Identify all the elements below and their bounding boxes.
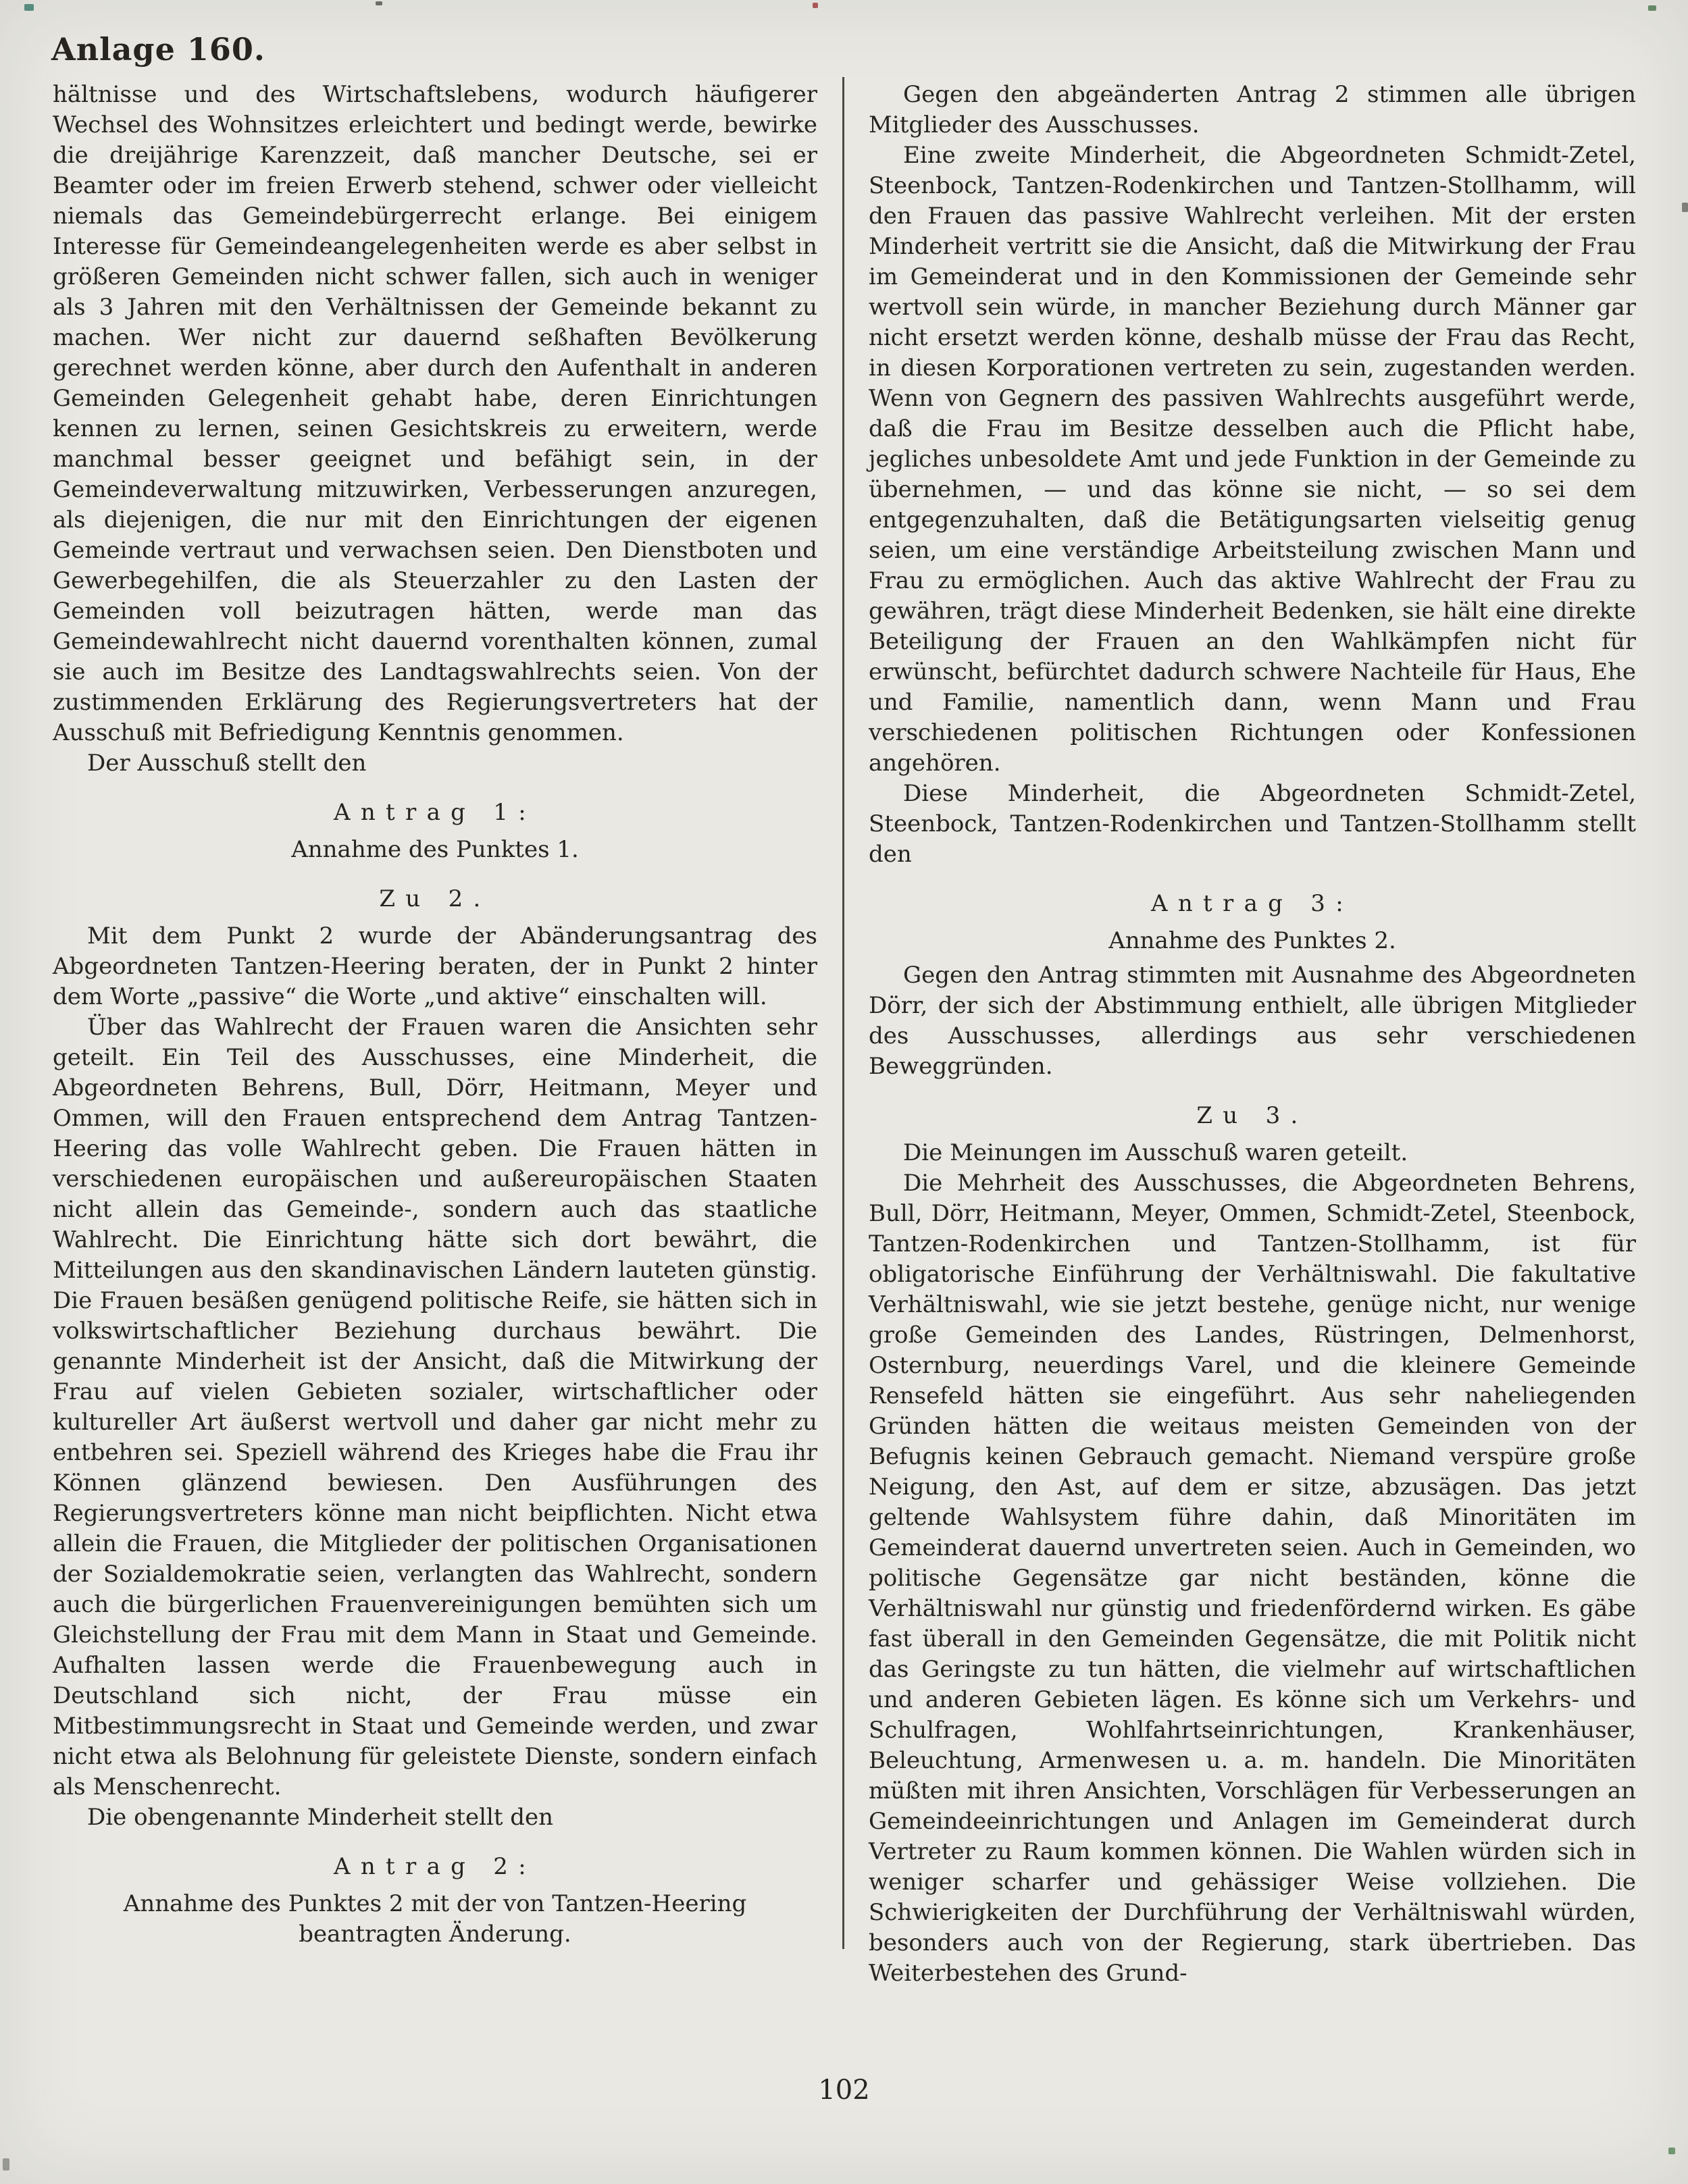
section-heading: Antrag 3: — [1151, 890, 1354, 917]
paragraph: Die obengenannte Minderheit stellt den — [87, 1804, 554, 1831]
paragraph: Eine zweite Minderheit, die Abgeordneten Schmidt-Zetel, Steenbock, Tantzen-Rodenkirchen und Tantzen-Stollhamm, will den Frauen das passive Wahlrecht verleihen. Mit der ersten Minderheit vertritt sie die Ansicht, daß die Mitwirkung der Frau im Gemeinderat und in den Kommissionen der Gemeinde sehr wertvoll sein würde, in mancher Beziehung durch Männer gar nicht ersetzt werden könne, deshalb müsse der Frau das Recht, in diesen Korporationen vertreten zu sein, zugestanden werden. Wenn von Gegnern des passiven Wahlrechts ausgeführt werde, daß die Frau im Besitze desselben auch die Pflicht habe, jegliches unbesoldete Amt und jede Funktion in der Gemeinde zu übernehmen, — und das könne sie nicht, — so sei dem entgegenzuhalten, daß die Betätigungsarten vielseitig genug seien, um eine verständige Arbeitsteilung zwischen Mann und Frau zu ermöglichen. Auch das aktive Wahlrecht der Frau zu gewähren, trägt diese Minderheit Bedenken, sie hält eine direkte Beteiligung der Frauen an den Wahlkämpfen nicht für erwünscht, befürchtet dadurch schwere Nachteile für Haus, Ehe und Familie, namentlich dann, wenn Mann und Frau verschiedenen politischen Richtungen oder Konfessionen angehören. — [869, 142, 1636, 777]
paragraph: Die Meinungen im Ausschuß waren geteilt. — [903, 1139, 1408, 1166]
paragraph: Gegen den Antrag stimmten mit Ausnahme des Abgeordneten Dörr, der sich der Abstimmung enthielt, alle übrigen Mitglieder des Ausschusses, allerdings aus sehr verschiedenen Beweggründen. — [869, 962, 1636, 1080]
scan-artifact — [24, 4, 34, 11]
scan-artifact — [3, 2158, 9, 2170]
section-heading: Antrag 2: — [334, 1853, 536, 1880]
centered-line: Annahme des Punktes 2 mit der von Tantzen-Heering beantragten Änderung. — [123, 1890, 747, 1948]
centered-line: Annahme des Punktes 2. — [1108, 927, 1396, 954]
page-header-annotation: Anlage 160. — [51, 31, 265, 68]
page-number: 102 — [818, 2075, 870, 2106]
section-heading: Antrag 1: — [334, 799, 536, 826]
scan-artifact — [376, 1, 382, 5]
section-heading: Zu 3. — [1196, 1102, 1308, 1129]
left-text-column — [53, 80, 817, 1954]
scan-artifact — [1668, 2148, 1675, 2154]
paragraph: hältnisse und des Wirtschaftslebens, wodurch häufigerer Wechsel des Wohnsitzes erleichtert und bedingt werde, bewirke die dreijährige Karenzzeit, daß mancher Deutsche, sei er Beamter oder im freien Erwerb stehend, schwer oder vielleicht niemals das Gemeindebürgerrecht erlange. Bei einigem Interesse für Gemeindeangelegenheiten werde es aber selbst in größeren Gemeinden nicht schwer fallen, sich auch in weniger als 3 Jahren mit den Verhältnissen der Gemeinde bekannt zu machen. Wer nicht zur dauernd seßhaften Bevölkerung gerechnet werden könne, aber durch den Aufenthalt in anderen Gemeinden Gelegenheit gehabt habe, deren Einrichtungen kennen zu lernen, seinen Gesichtskreis zu erweitern, werde manchmal besser geeignet und befähigt sein, in der Gemeindeverwaltung mitzuwirken, Verbesserungen anzuregen, als diejenigen, die nur mit den Einrichtungen der eigenen Gemeinde vertraut und verwachsen seien. Den Dienstboten und Gewerbegehilfen, die als Steuerzahler zu den Lasten der Gemeinden voll beizutragen hätten, werde man das Gemeindewahlrecht nicht dauernd vorenthalten können, zumal sie auch im Besitze des Landtagswahlrechts seien. Von der zustimmenden Erklärung des Regierungsvertreters hat der Ausschuß mit Befriedigung Kenntnis genommen. — [53, 81, 817, 746]
scan-artifact — [1648, 5, 1656, 11]
paragraph: Gegen den abgeänderten Antrag 2 stimmen alle übrigen Mitglieder des Ausschusses. — [869, 81, 1636, 138]
paragraph: Die Mehrheit des Ausschusses, die Abgeordneten Behrens, Bull, Dörr, Heitmann, Meyer, Ommen, Schmidt-Zetel, Steenbock, Tantzen-Rodenkirchen und Tantzen-Stollhamm, ist für obligatorische Einführung der Verhältniswahl. Die fakultative Verhältniswahl, wie sie jetzt bestehe, genüge nicht, nur wenige große Gemeinden des Landes, Rüstringen, Delmenhorst, Osternburg, neuerdings Varel, und die kleinere Gemeinde Rensefeld hätten sie eingeführt. Aus sehr naheliegenden Gründen hätten die weitaus meisten Gemeinden von der Befugnis keinen Gebrauch gemacht. Niemand verspüre große Neigung, den Ast, auf dem er sitze, abzusägen. Das jetzt geltende Wahlsystem führe dahin, daß Minoritäten im Gemeinderat dauernd unvertreten seien. Auch in Gemeinden, wo politische Gegensätze gar nicht beständen, könne die Verhältniswahl nur günstig und friedenfördernd wirken. Es gäbe fast überall in den Gemeinden Gegensätze, die mit Politik nicht das Geringste zu tun hätten, die vielmehr auf wirtschaftlichen und anderen Gebieten lägen. Es könne sich um Verkehrs- und Schulfragen, Wohlfahrtseinrichtungen, Krankenhäuser, Beleuchtung, Armenwesen u. a. m. handeln. Die Minoritäten müßten mit ihren Ansichten, Vorschlägen für Verbesserungen an Gemeindeeinrichtungen und Anlagen im Gemeinderat durch Vertreter zu Raum kommen können. Die Wahlen würden sich in weniger scharfer und gehässiger Weise vollziehen. Die Schwierigkeiten der Durchführung der Verhältniswahl würden, besonders auch von der Regierung, stark übertrieben. Das Weiterbestehen des Grund- — [869, 1170, 1636, 1987]
scan-artifact — [813, 3, 818, 8]
scan-artifact — [1682, 203, 1688, 212]
centered-line: Annahme des Punktes 1. — [291, 836, 579, 863]
paragraph: Der Ausschuß stellt den — [87, 750, 367, 777]
paragraph: Über das Wahlrecht der Frauen waren die Ansichten sehr geteilt. Ein Teil des Ausschusses, eine Minderheit, die Abgeordneten Behrens, Bull, Dörr, Heitmann, Meyer und Ommen, will den Frauen entsprechend dem Antrag Tantzen-Heering das volle Wahlrecht geben. Die Frauen hätten in verschiedenen europäischen und außereuropäischen Staaten nicht allein das Gemeinde-, sondern auch das staatliche Wahlrecht. Die Einrichtung hätte sich dort bewährt, die Mitteilungen aus den skandinavischen Ländern lauteten günstig. Die Frauen besäßen genügend politische Reife, sie hätten sich in volkswirtschaftlicher Beziehung durchaus bewährt. Die genannte Minderheit ist der Ansicht, daß die Mitwirkung der Frau auf vielen Gebieten sozialer, wirtschaftlicher oder kultureller Art äußerst wertvoll und daher gar nicht mehr zu entbehren sei. Speziell während des Krieges habe die Frau ihr Können glänzend bewiesen. Den Ausführungen des Regierungsvertreters könne man nicht beipflichten. Nicht etwa allein die Frauen, die Mitglieder der politischen Organisationen der Sozialdemokratie seien, verlangten das Wahlrecht, sondern auch die bürgerlichen Frauenvereinigungen bemühten sich um Gleichstellung der Frau mit dem Mann in Staat und Gemeinde. Aufhalten lassen werde die Frauenbewegung auch in Deutschland sich nicht, der Frau müsse ein Mitbestimmungsrecht in Staat und Gemeinde werden, und zwar nicht etwa als Belohnung für geleistete Dienste, sondern einfach als Menschenrecht. — [53, 1014, 817, 1800]
paragraph: Diese Minderheit, die Abgeordneten Schmidt-Zetel, Steenbock, Tantzen-Rodenkirchen und Tantzen-Stollhamm stellt den — [869, 780, 1636, 868]
paragraph: Mit dem Punkt 2 wurde der Abänderungsantrag des Abgeordneten Tantzen-Heering beraten, der in Punkt 2 hinter dem Worte „passive“ die Worte „und aktive“ einschalten will. — [53, 922, 817, 1010]
right-text-column — [869, 80, 1636, 1989]
section-heading: Zu 2. — [379, 885, 491, 912]
column-divider-rule — [842, 77, 844, 1949]
